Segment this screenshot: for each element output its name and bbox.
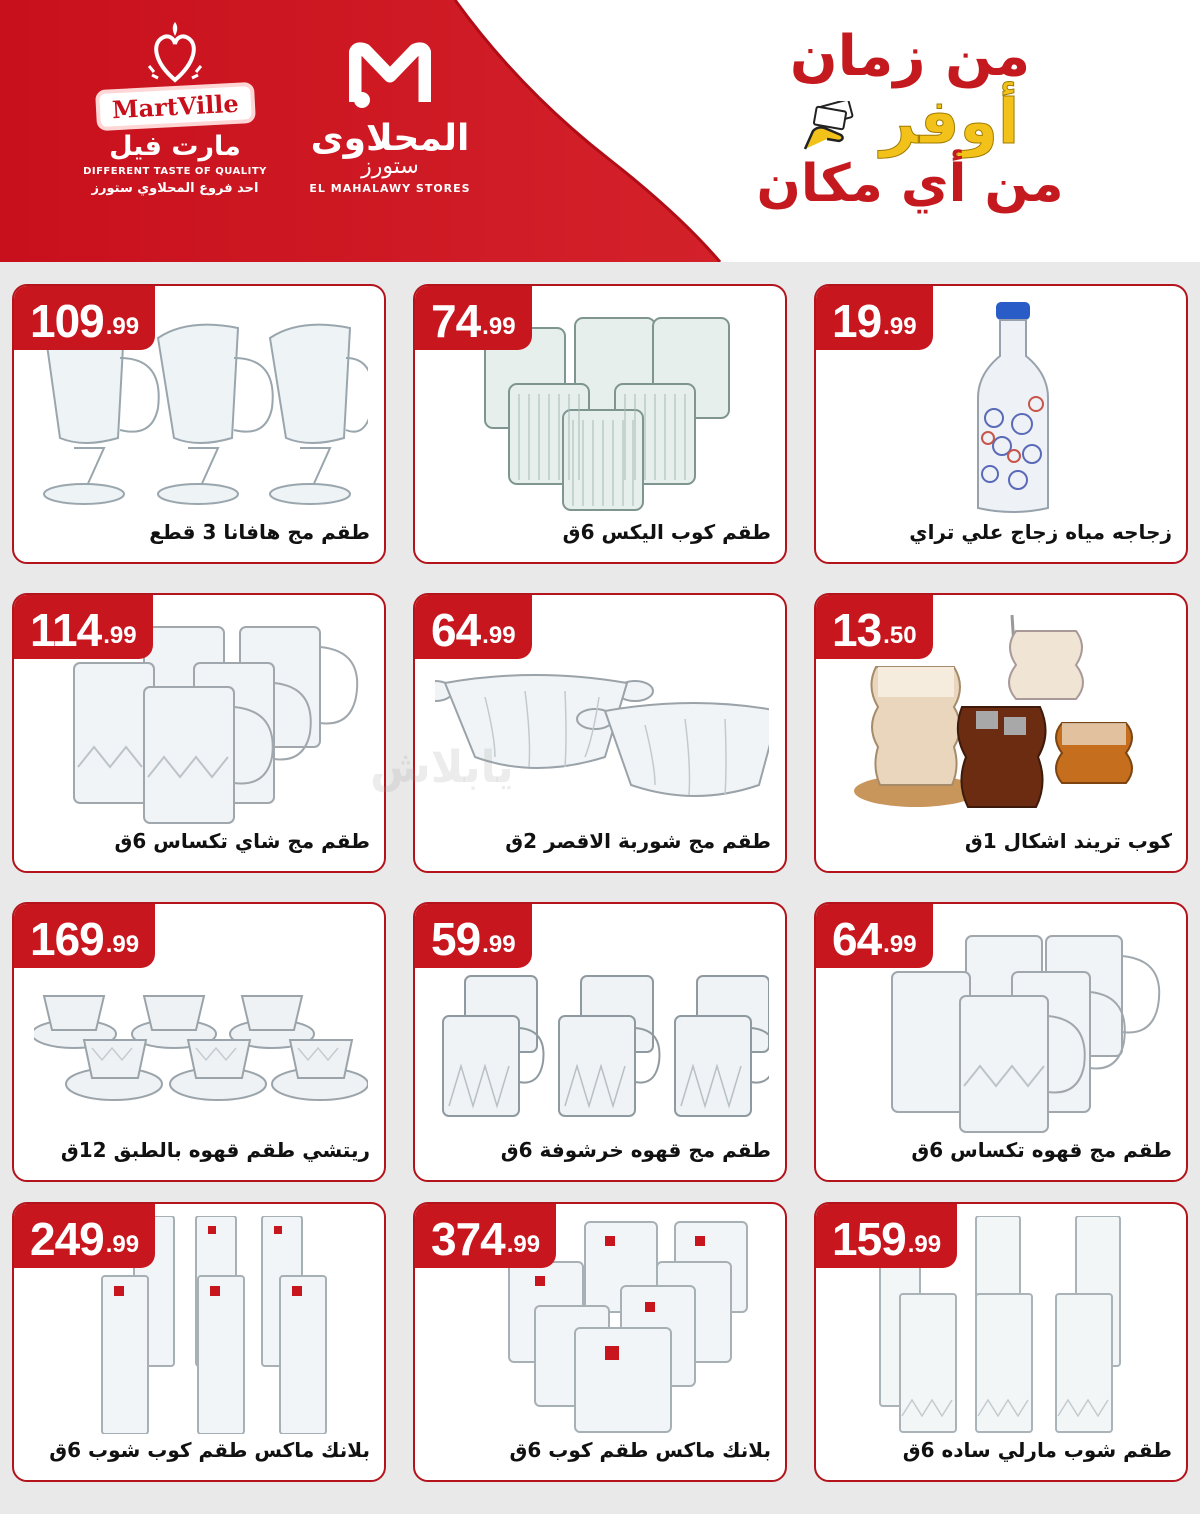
- price-tag: [12, 1202, 155, 1268]
- price-tag: [413, 284, 532, 350]
- product-name: زجاجه مياه زجاج علي تراي: [909, 520, 1172, 544]
- price-tag: [814, 284, 933, 350]
- price-tag: [12, 902, 155, 968]
- watermark: يابلاش: [370, 742, 514, 793]
- price-decimal: .99: [883, 931, 917, 958]
- price-tag: [814, 593, 933, 659]
- price-tag: [814, 1202, 957, 1268]
- product-card-blanc-cup[interactable]: [413, 1202, 787, 1482]
- price-tag: [413, 902, 532, 968]
- price-integer: 109: [30, 295, 104, 347]
- product-card-bottle[interactable]: [814, 284, 1188, 564]
- price-integer: 374: [431, 1213, 505, 1265]
- product-card-texas-tea[interactable]: [12, 593, 386, 873]
- product-name: بلانك ماكس طقم كوب شوب 6ق: [49, 1438, 370, 1462]
- product-card-richi[interactable]: [12, 902, 386, 1182]
- price-integer: 64: [431, 604, 481, 656]
- product-name: طقم مج هافانا 3 قطع: [149, 520, 370, 544]
- price-decimal: .99: [883, 313, 917, 340]
- product-name: بلانك ماكس طقم كوب 6ق: [509, 1438, 771, 1462]
- price-tag: [12, 593, 153, 659]
- mahalawy-logo: [300, 42, 480, 195]
- money-hand-icon: [801, 101, 859, 151]
- product-card-alex[interactable]: [413, 284, 787, 564]
- product-name: طقم مج شوربة الاقصر 2ق: [505, 829, 771, 853]
- price-tag: [413, 1202, 556, 1268]
- product-name: طقم مج قهوه خرشوفة 6ق: [500, 1138, 771, 1162]
- product-name: ريتشي طقم قهوه بالطبق 12ق: [60, 1138, 370, 1162]
- slogan-line-2: [680, 84, 1140, 158]
- mahalawy-arabic-sub: ستورز: [361, 153, 419, 179]
- price-decimal: .99: [482, 931, 516, 958]
- product-card-blanc-shoub[interactable]: [12, 1202, 386, 1482]
- price-decimal: .99: [506, 1231, 541, 1258]
- price-integer: 64: [832, 913, 882, 965]
- slogan-line-3: من أي مكان: [756, 153, 1064, 214]
- price-integer: 249: [30, 1213, 104, 1265]
- price-integer: 13: [832, 604, 882, 656]
- price-tag: [413, 593, 532, 659]
- price-integer: 59: [431, 913, 481, 965]
- price-decimal: .99: [105, 1231, 140, 1258]
- martville-arabic-name: مارت فيل: [109, 131, 241, 162]
- price-decimal: .99: [103, 622, 137, 649]
- price-decimal: .99: [482, 622, 516, 649]
- price-integer: 159: [832, 1213, 906, 1265]
- product-name: طقم مج شاي تكساس 6ق: [114, 829, 370, 853]
- slogan-line-2-text: أوفر: [880, 84, 1020, 158]
- product-card-texas-coffee[interactable]: [814, 902, 1188, 1182]
- product-name: طقم شوب مارلي ساده 6ق: [902, 1438, 1172, 1462]
- slogan-line-1: من زمان: [789, 24, 1031, 89]
- heart-leaf-icon: [148, 22, 202, 88]
- m-logo-icon: [349, 42, 431, 114]
- product-card-kharshoufa[interactable]: [413, 902, 787, 1182]
- product-name: طقم كوب اليكس 6ق: [562, 520, 771, 544]
- price-tag: [12, 284, 155, 350]
- martville-tagline: DIFFERENT TASTE OF QUALITY: [83, 166, 267, 177]
- product-card-marly[interactable]: [814, 1202, 1188, 1482]
- price-decimal: .99: [105, 931, 140, 958]
- price-decimal: .99: [482, 313, 516, 340]
- price-integer: 19: [832, 295, 882, 347]
- mahalawy-arabic-name: المحلاوى: [310, 118, 470, 159]
- flyer-header: [0, 0, 1200, 262]
- price-tag: [814, 902, 933, 968]
- product-card-havana[interactable]: [12, 284, 386, 564]
- price-decimal: .50: [883, 622, 917, 649]
- martville-logo: [60, 22, 290, 222]
- mahalawy-english-name: EL MAHALAWY STORES: [309, 181, 471, 195]
- martville-wordmark: MartVille: [95, 82, 256, 131]
- product-name: طقم مج قهوه تكساس 6ق: [911, 1138, 1172, 1162]
- product-card-luxor[interactable]: [413, 593, 787, 873]
- price-decimal: .99: [907, 1231, 942, 1258]
- product-card-trend[interactable]: [814, 593, 1188, 873]
- price-integer: 74: [431, 295, 481, 347]
- slogan: [680, 26, 1140, 213]
- price-integer: 169: [30, 913, 104, 965]
- price-decimal: .99: [105, 313, 140, 340]
- product-grid: [0, 262, 1200, 1514]
- product-name: كوب تريند اشكال 1ق: [964, 829, 1172, 853]
- price-integer: 114: [30, 604, 102, 656]
- martville-branch-note: احد فروع المحلاوي ستورز: [91, 181, 259, 196]
